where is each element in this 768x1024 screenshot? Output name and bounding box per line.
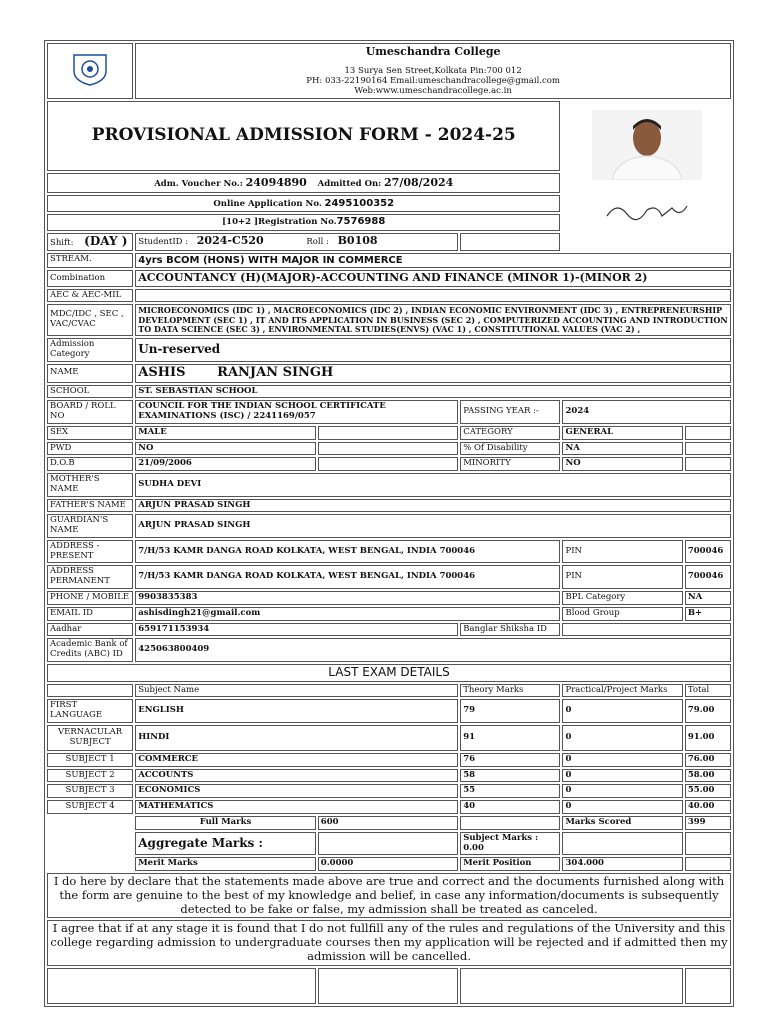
college-contact: PH: 033-22190164 Email:umeschandracollege@gmail.com bbox=[306, 75, 560, 86]
blood-group-label: Blood Group bbox=[562, 607, 682, 621]
aec-value bbox=[135, 289, 731, 303]
shift-value: (DAY ) bbox=[84, 233, 128, 248]
pin-permanent-label: PIN bbox=[562, 565, 682, 589]
mdc-label: MDC/IDC , SEC , VAC/CVAC bbox=[47, 304, 133, 336]
college-address: 13 Surya Sen Street,Kolkata Pin:700 012 bbox=[344, 66, 522, 77]
row-theory: 91 bbox=[460, 725, 560, 751]
row-subject: ENGLISH bbox=[135, 699, 458, 723]
row-label: VERNACULAR SUBJECT bbox=[47, 725, 133, 751]
last-exam-title: LAST EXAM DETAILS bbox=[47, 664, 731, 682]
roll-value: B0108 bbox=[337, 234, 378, 248]
empty-cell bbox=[685, 832, 731, 856]
college-header bbox=[135, 43, 731, 99]
college-name: Umeschandra College bbox=[365, 44, 501, 58]
table-row bbox=[47, 699, 731, 723]
empty-cell bbox=[318, 426, 458, 440]
header-theory: Theory Marks bbox=[460, 684, 560, 698]
row-practical: 0 bbox=[562, 725, 682, 751]
signature-icon bbox=[602, 196, 692, 226]
mother-label: MOTHER'S NAME bbox=[47, 473, 133, 497]
minority-label: MINORITY bbox=[460, 457, 560, 471]
email-label: EMAIL ID bbox=[47, 607, 133, 621]
minority-value: NO bbox=[562, 457, 682, 471]
empty-cell bbox=[47, 684, 133, 698]
empty-cell bbox=[562, 832, 682, 856]
pwd-label: PWD bbox=[47, 442, 133, 456]
pin-permanent-value: 700046 bbox=[685, 565, 731, 589]
student-id-value: 2024-C520 bbox=[196, 234, 264, 248]
marks-scored-value: 399 bbox=[685, 816, 731, 830]
form-title-cell bbox=[47, 101, 560, 171]
full-marks-value: 600 bbox=[318, 816, 458, 830]
empty-cell bbox=[47, 816, 133, 830]
student-photo bbox=[592, 110, 702, 180]
name-value: ASHIS RANJAN SINGH bbox=[135, 364, 731, 383]
subject-marks-label: Subject Marks : 0.00 bbox=[460, 832, 560, 856]
phone-value: 9903835383 bbox=[135, 591, 560, 605]
address-permanent-label: ADDRESS PERMANENT bbox=[47, 565, 133, 589]
student-id-cell bbox=[135, 233, 458, 251]
table-row bbox=[47, 725, 731, 751]
empty-cell bbox=[318, 442, 458, 456]
pin-present-label: PIN bbox=[562, 540, 682, 564]
row-total: 79.00 bbox=[685, 699, 731, 723]
bpl-label: BPL Category bbox=[562, 591, 682, 605]
row-label: SUBJECT 4 bbox=[47, 800, 133, 814]
disability-label: % Of Disability bbox=[460, 442, 560, 456]
empty-cell bbox=[685, 442, 731, 456]
empty-cell bbox=[460, 816, 560, 830]
school-value: ST. SEBASTIAN SCHOOL bbox=[135, 385, 731, 399]
mother-value: SUDHA DEVI bbox=[135, 473, 731, 497]
row-subject: ACCOUNTS bbox=[135, 769, 458, 783]
address-permanent-value: 7/H/53 KAMR DANGA ROAD KOLKATA, WEST BENGAL, INDIA 700046 bbox=[135, 565, 560, 589]
table-row bbox=[47, 753, 731, 767]
marks-scored-label: Marks Scored bbox=[562, 816, 682, 830]
header-practical: Practical/Project Marks bbox=[562, 684, 682, 698]
row-total: 76.00 bbox=[685, 753, 731, 767]
row-practical: 0 bbox=[562, 753, 682, 767]
declaration-2: I agree that if at any stage it is found that I do not fullfill any of the rules and regulations of the University and this college regarding admission to undergraduate courses then my application will be rejected and if admitted then my admission will be cancelled. bbox=[47, 920, 731, 965]
merit-position-value: 304.000 bbox=[562, 857, 682, 871]
passing-year-value: 2024 bbox=[562, 400, 731, 424]
row-label: SUBJECT 2 bbox=[47, 769, 133, 783]
row-theory: 79 bbox=[460, 699, 560, 723]
table-row bbox=[47, 784, 731, 798]
registration-label: [10+2 ]Registration No. bbox=[222, 217, 337, 228]
roll-label: Roll : bbox=[306, 237, 329, 248]
father-label: FATHER'S NAME bbox=[47, 499, 133, 513]
online-app-label: Online Application No. bbox=[213, 198, 322, 209]
empty-cell bbox=[318, 457, 458, 471]
registration-row bbox=[47, 214, 560, 231]
merit-marks-value: 0.0000 bbox=[318, 857, 458, 871]
voucher-value: 24094890 bbox=[245, 175, 307, 189]
row-subject: HINDI bbox=[135, 725, 458, 751]
sex-value: MALE bbox=[135, 426, 316, 440]
row-theory: 55 bbox=[460, 784, 560, 798]
voucher-label: Adm. Voucher No.: bbox=[154, 178, 243, 189]
combination-label: Combination bbox=[47, 270, 133, 287]
online-app-row bbox=[47, 195, 560, 212]
form-title: PROVISIONAL ADMISSION FORM - 2024-25 bbox=[91, 125, 516, 146]
online-app-value: 2495100352 bbox=[324, 197, 395, 209]
row-practical: 0 bbox=[562, 699, 682, 723]
banglar-shiksha-value bbox=[562, 623, 731, 637]
father-value: ARJUN PRASAD SINGH bbox=[135, 499, 731, 513]
abc-label: Academic Bank of Credits (ABC) ID bbox=[47, 638, 133, 662]
stream-value: 4yrs BCOM (HONS) WITH MAJOR IN COMMERCE bbox=[135, 253, 731, 269]
signature-box bbox=[47, 968, 316, 1004]
board-label: BOARD / ROLL NO bbox=[47, 400, 133, 424]
empty-cell bbox=[47, 832, 133, 856]
row-subject: COMMERCE bbox=[135, 753, 458, 767]
bpl-value: NA bbox=[685, 591, 731, 605]
declaration-1: I do here by declare that the statements made above are true and correct and the documents furnished along with the form are genuine to the best of my knowledge and belief, in case any information/documents is subsequently detected to be fake or false, my admission shall be treated as canceled. bbox=[47, 873, 731, 918]
header-subject-name: Subject Name bbox=[135, 684, 458, 698]
admitted-on-label: Admitted On: bbox=[317, 178, 382, 189]
guardian-label: GUARDIAN'S NAME bbox=[47, 514, 133, 538]
student-id-label: StudentID : bbox=[138, 237, 189, 248]
signature-box bbox=[685, 968, 731, 1004]
shift-label: Shift: bbox=[50, 237, 74, 248]
college-web: Web:www.umeschandracollege.ac.in bbox=[354, 85, 512, 96]
empty-cell bbox=[685, 457, 731, 471]
row-total: 55.00 bbox=[685, 784, 731, 798]
row-total: 40.00 bbox=[685, 800, 731, 814]
empty-cell bbox=[318, 832, 458, 856]
row-practical: 0 bbox=[562, 784, 682, 798]
row-theory: 76 bbox=[460, 753, 560, 767]
phone-label: PHONE / MOBILE bbox=[47, 591, 133, 605]
address-present-value: 7/H/53 KAMR DANGA ROAD KOLKATA, WEST BENGAL, INDIA 700046 bbox=[135, 540, 560, 564]
category-value: GENERAL bbox=[562, 426, 682, 440]
aggregate-marks-label: Aggregate Marks : bbox=[135, 832, 316, 856]
shift-cell bbox=[47, 233, 133, 251]
combination-value: ACCOUNTANCY (H)(MAJOR)-ACCOUNTING AND FINANCE (MINOR 1)-(MINOR 2) bbox=[135, 270, 731, 287]
board-value: COUNCIL FOR THE INDIAN SCHOOL CERTIFICATE EXAMINATIONS (ISC) / 2241169/057 bbox=[135, 400, 458, 424]
signature-cell bbox=[562, 195, 731, 231]
banglar-shiksha-label: Banglar Shiksha ID bbox=[460, 623, 560, 637]
header-total: Total bbox=[685, 684, 731, 698]
aadhar-value: 659171153934 bbox=[135, 623, 458, 637]
row-label: SUBJECT 1 bbox=[47, 753, 133, 767]
mdc-value: MICROECONOMICS (IDC 1) , MACROECONOMICS (IDC 2) , INDIAN ECONOMIC ENVIRONMENT (IDC 3) , ENTREPRENEURSHIP DEVELOPMENT (SEC 1) , IT AND ITS APPLICATION IN BUSINESS (SEC 2) , COMPUTERIZED ACCOUNTING AND INTRODUCTION TO DATA SCIENCE (SEC 3) , ENVIRONMENTAL STUDIES(ENVS) (VAC 1) , CONSTITUTIONAL VALUES (VAC 2) , bbox=[135, 304, 731, 336]
pwd-value: NO bbox=[135, 442, 316, 456]
signature-box bbox=[318, 968, 458, 1004]
row-total: 91.00 bbox=[685, 725, 731, 751]
admission-category-value: Un-reserved bbox=[135, 338, 731, 362]
category-label: CATEGORY bbox=[460, 426, 560, 440]
pin-present-value: 700046 bbox=[685, 540, 731, 564]
empty-cell bbox=[47, 857, 133, 871]
row-theory: 58 bbox=[460, 769, 560, 783]
disability-value: NA bbox=[562, 442, 682, 456]
photo-cell bbox=[562, 101, 731, 193]
stream-label: STREAM. bbox=[47, 253, 133, 269]
row-subject: MATHEMATICS bbox=[135, 800, 458, 814]
full-marks-label: Full Marks bbox=[135, 816, 316, 830]
row-label: FIRST LANGUAGE bbox=[47, 699, 133, 723]
guardian-value: ARJUN PRASAD SINGH bbox=[135, 514, 731, 538]
empty-cell bbox=[685, 857, 731, 871]
admission-form bbox=[44, 40, 734, 1007]
aec-label: AEC & AEC-MIL bbox=[47, 289, 133, 303]
row-practical: 0 bbox=[562, 769, 682, 783]
school-label: SCHOOL bbox=[47, 385, 133, 399]
dob-value: 21/09/2006 bbox=[135, 457, 316, 471]
voucher-row bbox=[47, 173, 560, 193]
blood-group-value: B+ bbox=[685, 607, 731, 621]
sex-label: SEX bbox=[47, 426, 133, 440]
row-total: 58.00 bbox=[685, 769, 731, 783]
empty-cell bbox=[562, 233, 731, 251]
passing-year-label: PASSING YEAR :- bbox=[460, 400, 560, 424]
admitted-on-value: 27/08/2024 bbox=[384, 175, 454, 189]
row-label: SUBJECT 3 bbox=[47, 784, 133, 798]
row-subject: ECONOMICS bbox=[135, 784, 458, 798]
registration-value: 7576988 bbox=[336, 216, 386, 228]
form-table bbox=[45, 41, 733, 1006]
address-present-label: ADDRESS - PRESENT bbox=[47, 540, 133, 564]
empty-cell bbox=[460, 233, 560, 251]
merit-position-label: Merit Position bbox=[460, 857, 560, 871]
dob-label: D.O.B bbox=[47, 457, 133, 471]
logo-cell bbox=[47, 43, 133, 99]
signature-box bbox=[460, 968, 683, 1004]
aadhar-label: Aadhar bbox=[47, 623, 133, 637]
row-theory: 40 bbox=[460, 800, 560, 814]
abc-value: 425063800409 bbox=[135, 638, 731, 662]
email-value: ashisdingh21@gmail.com bbox=[135, 607, 560, 621]
table-row bbox=[47, 769, 731, 783]
admission-category-label: Admission Category bbox=[47, 338, 133, 362]
merit-marks-label: Merit Marks bbox=[135, 857, 316, 871]
row-practical: 0 bbox=[562, 800, 682, 814]
table-row bbox=[47, 800, 731, 814]
college-logo-icon bbox=[70, 51, 110, 87]
empty-cell bbox=[685, 426, 731, 440]
name-label: NAME bbox=[47, 364, 133, 383]
